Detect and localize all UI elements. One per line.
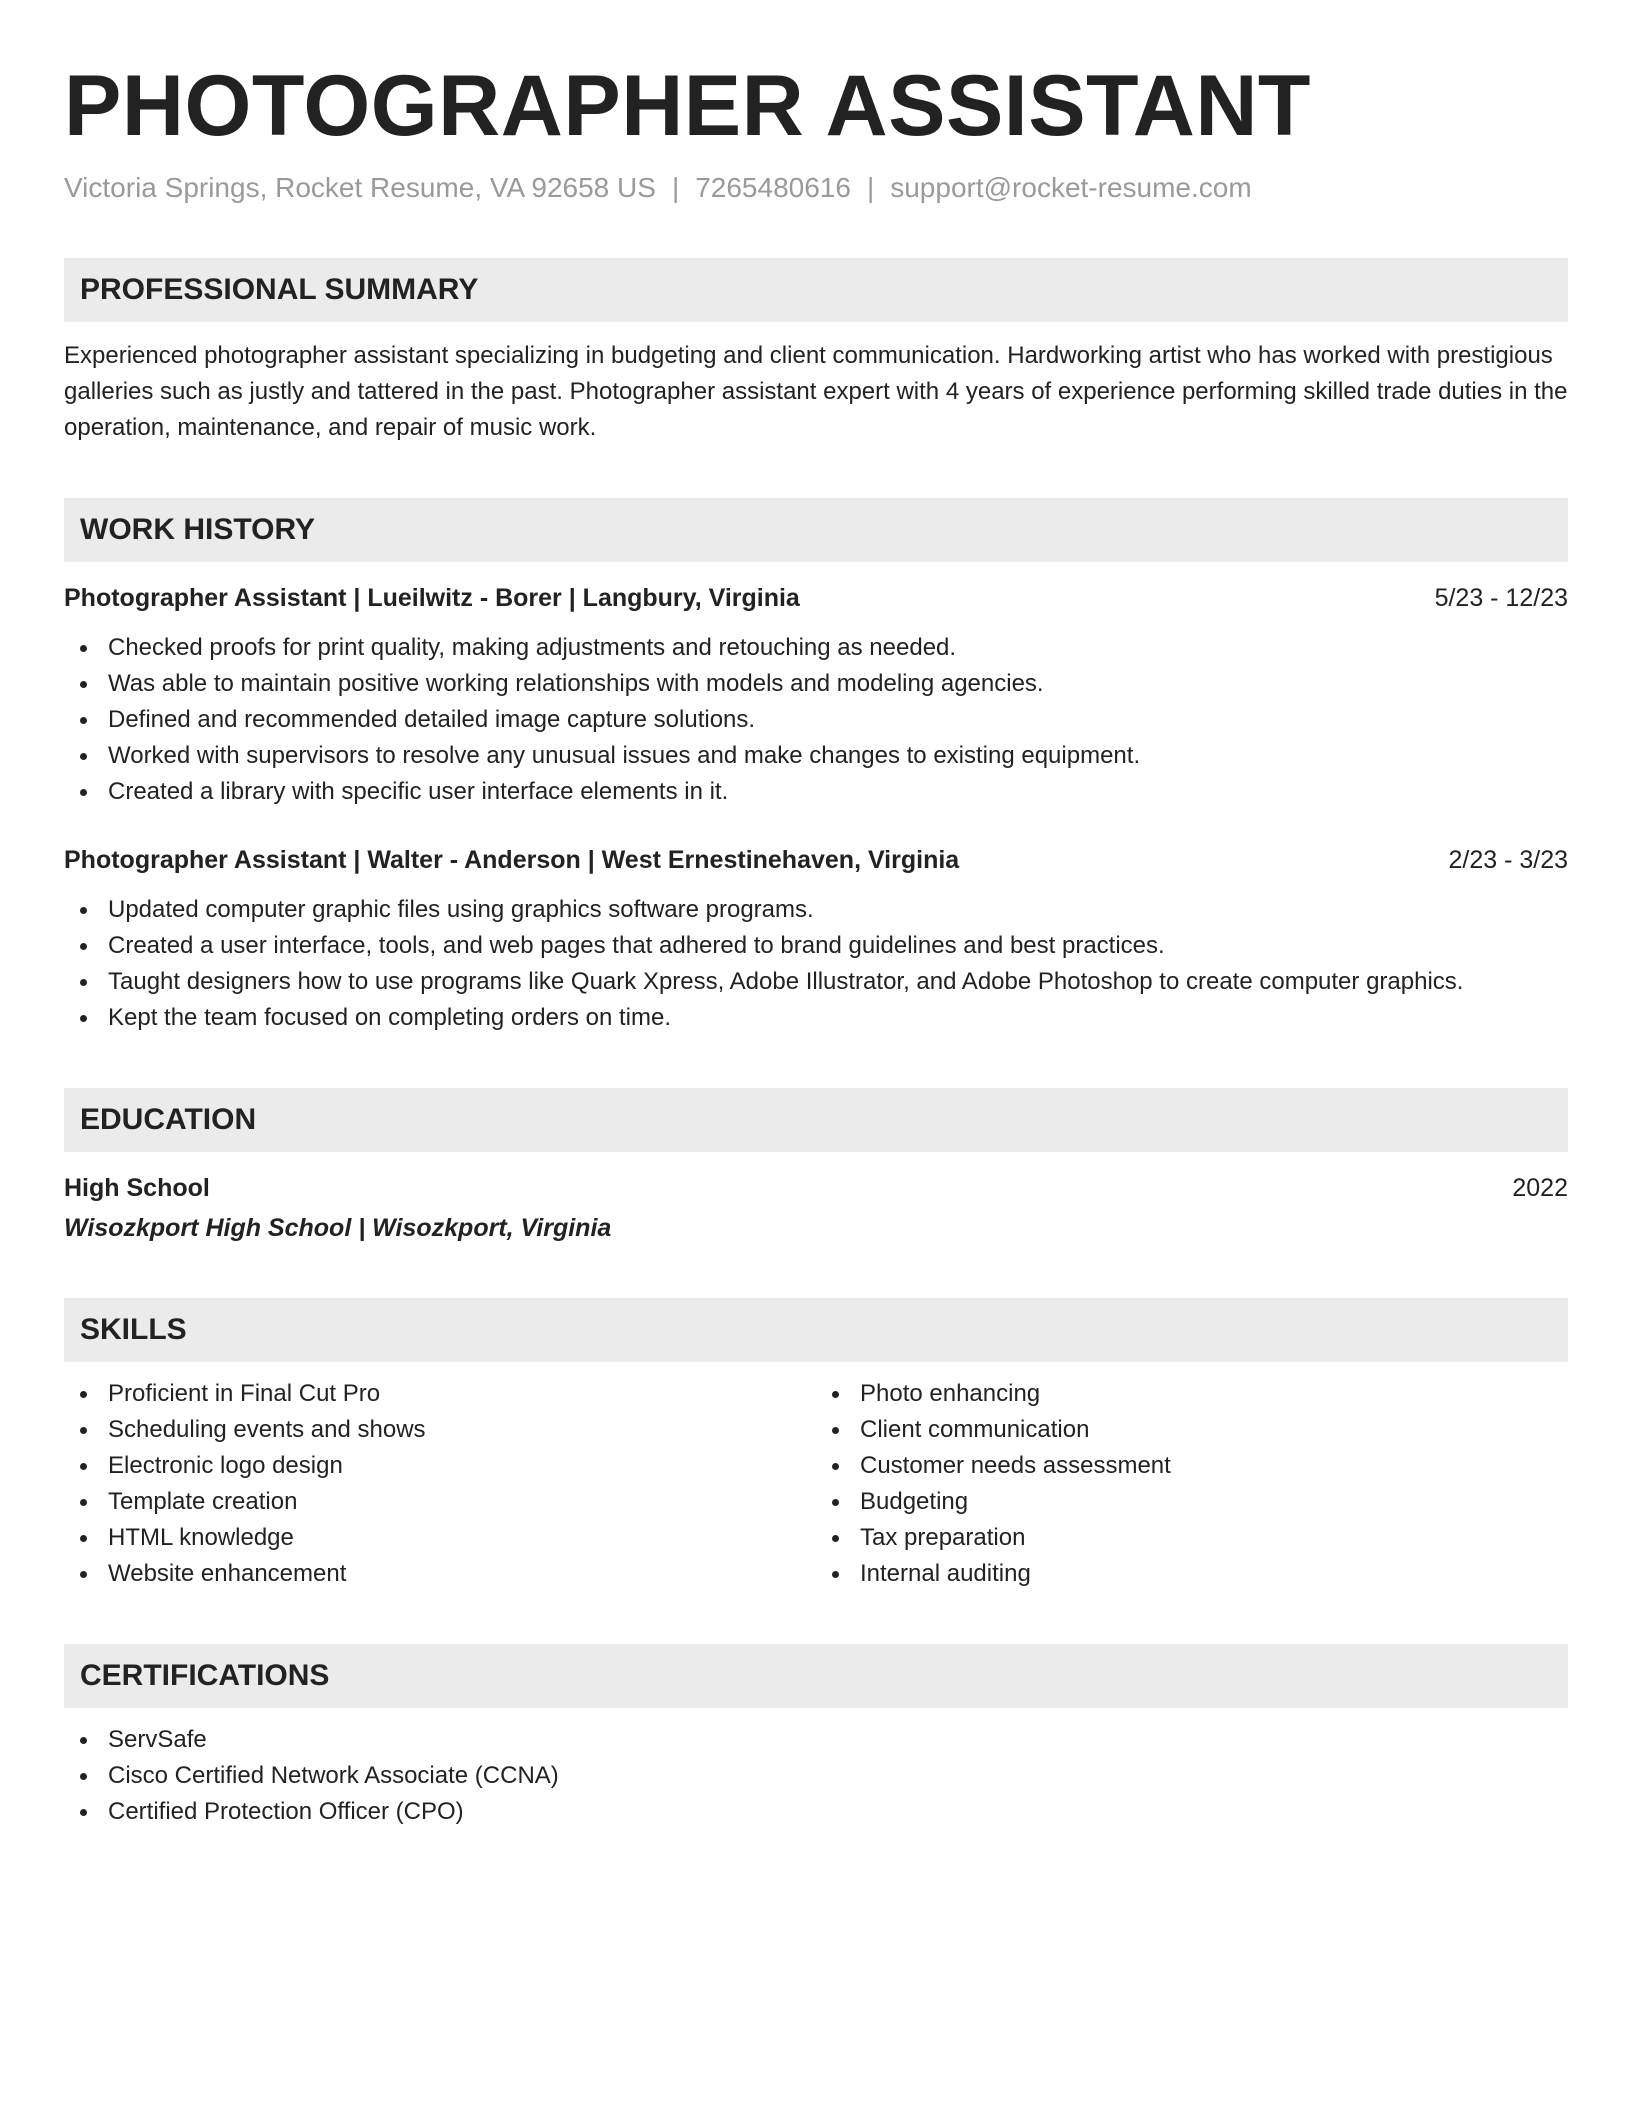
contact-separator: |: [866, 172, 875, 203]
list-item: Was able to maintain positive working relationships with models and modeling agencies.: [64, 666, 1568, 702]
section-heading-education: EDUCATION: [64, 1088, 1568, 1152]
list-item: HTML knowledge: [64, 1520, 816, 1556]
list-item: Website enhancement: [64, 1556, 816, 1592]
job-header: [64, 842, 1568, 878]
job-duties-list: [64, 630, 1568, 810]
list-item: Worked with supervisors to resolve any unusual issues and make changes to existing equipment.: [64, 738, 1568, 774]
contact-email: support@rocket-resume.com: [890, 172, 1252, 203]
job-duties-list: [64, 892, 1568, 1036]
education-degree: High School: [64, 1174, 210, 1202]
job-entry: [64, 842, 1568, 1036]
list-item: Certified Protection Officer (CPO): [64, 1794, 1568, 1830]
section-heading-work-history: WORK HISTORY: [64, 498, 1568, 562]
list-item: Checked proofs for print quality, making adjustments and retouching as needed.: [64, 630, 1568, 666]
summary-text: Experienced photographer assistant specializing in budgeting and client communication. Hardworking artist who has worked with prestigious galleries such as justly and tattered in the past. Photographer assistant expert with 4 years of experience performing skilled trade duties in the operation, maintenance, and repair of music work.: [64, 342, 1568, 441]
contact-separator: |: [671, 172, 680, 203]
section-heading-summary: PROFESSIONAL SUMMARY: [64, 258, 1568, 322]
education-year: 2022: [1512, 1174, 1568, 1202]
list-item: Cisco Certified Network Associate (CCNA): [64, 1758, 1568, 1794]
job-dates: 5/23 - 12/23: [1434, 584, 1568, 612]
education-row: [64, 1170, 1568, 1206]
list-item: Electronic logo design: [64, 1448, 816, 1484]
job-entry: [64, 580, 1568, 810]
list-item: Client communication: [816, 1412, 1568, 1448]
resume-title: PHOTOGRAPHER ASSISTANT: [64, 58, 1311, 154]
list-item: Customer needs assessment: [816, 1448, 1568, 1484]
list-item: Defined and recommended detailed image capture solutions.: [64, 702, 1568, 738]
list-item: Kept the team focused on completing orders on time.: [64, 1000, 1568, 1036]
education-school: Wisozkport High School | Wisozkport, Virginia: [64, 1214, 612, 1242]
list-item: Template creation: [64, 1484, 816, 1520]
job-title: Photographer Assistant | Walter - Anderson | West Ernestinehaven, Virginia: [64, 846, 960, 874]
contact-address: Victoria Springs, Rocket Resume, VA 92658 US: [64, 172, 656, 203]
section-heading-certifications: CERTIFICATIONS: [64, 1644, 1568, 1708]
list-item: Tax preparation: [816, 1520, 1568, 1556]
list-item: Photo enhancing: [816, 1376, 1568, 1412]
list-item: Scheduling events and shows: [64, 1412, 816, 1448]
job-dates: 2/23 - 3/23: [1448, 846, 1568, 874]
contact-phone: 7265480616: [695, 172, 851, 203]
skills-list-right: [816, 1376, 1568, 1592]
job-title: Photographer Assistant | Lueilwitz - Borer | Langbury, Virginia: [64, 584, 800, 612]
list-item: Taught designers how to use programs like Quark Xpress, Adobe Illustrator, and Adobe Photoshop to create computer graphics.: [64, 964, 1568, 1000]
job-header: [64, 580, 1568, 616]
skills-list-left: [64, 1376, 816, 1592]
list-item: ServSafe: [64, 1722, 1568, 1758]
list-item: Proficient in Final Cut Pro: [64, 1376, 816, 1412]
contact-line: [64, 170, 1568, 206]
section-heading-skills: SKILLS: [64, 1298, 1568, 1362]
skills-columns: [64, 1376, 1568, 1592]
list-item: Budgeting: [816, 1484, 1568, 1520]
list-item: Updated computer graphic files using graphics software programs.: [64, 892, 1568, 928]
list-item: Created a library with specific user interface elements in it.: [64, 774, 1568, 810]
list-item: Internal auditing: [816, 1556, 1568, 1592]
certifications-list: [64, 1722, 1568, 1830]
list-item: Created a user interface, tools, and web pages that adhered to brand guidelines and best practices.: [64, 928, 1568, 964]
